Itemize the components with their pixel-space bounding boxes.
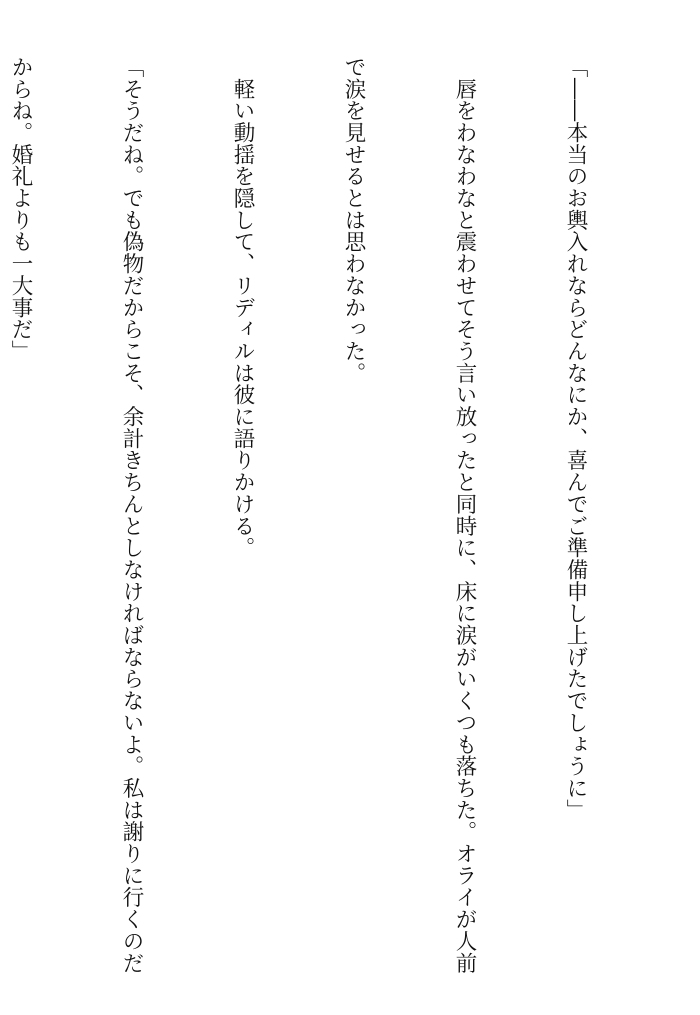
vertical-text-body <box>8 56 668 974</box>
text-line: からね。婚礼よりも一大事だ」 <box>8 56 33 362</box>
text-line: 「そうだね。でも偽物だからこそ、余計きちんとしなければならないよ。私は謝りに行くのだ <box>119 56 144 974</box>
text-line: 軽い動揺を隠して、リディルは彼に語りかける。 <box>230 56 255 559</box>
text-line: 「――本当のお輿入れならどんなにか、喜んでご準備申し上げたでしょうに」 <box>563 56 588 821</box>
text-line: 唇をわなわなと震わせてそう言い放ったと同時に、床に涙がいくつも落ちた。オライが人前 <box>452 56 477 974</box>
text-line: で涙を見せるとは思わなかった。 <box>341 56 366 384</box>
